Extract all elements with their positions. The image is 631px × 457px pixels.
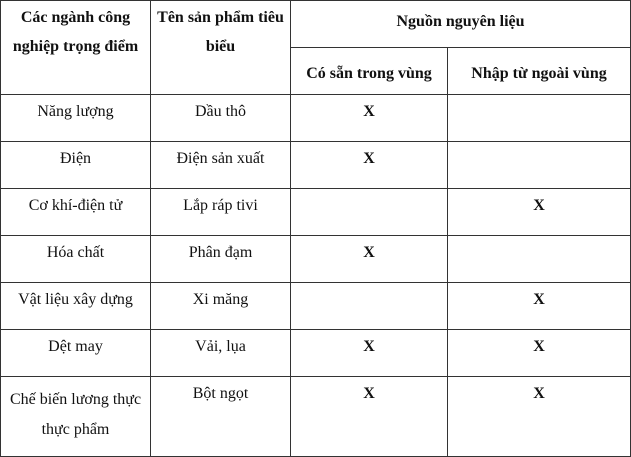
header-source-group: Nguồn nguyên liệu	[291, 1, 631, 48]
product-cell: Vải, lụa	[151, 330, 291, 377]
table-row	[1, 283, 631, 330]
imported-mark: X	[448, 283, 631, 330]
industry-cell: Chế biến lương thực thực phẩm	[1, 377, 151, 457]
local-mark	[291, 189, 448, 236]
table-row	[1, 95, 631, 142]
table-row	[1, 189, 631, 236]
industry-cell: Năng lượng	[1, 95, 151, 142]
industry-cell: Vật liệu xây dựng	[1, 283, 151, 330]
table-row	[1, 236, 631, 283]
imported-mark: X	[448, 377, 631, 457]
product-cell: Phân đạm	[151, 236, 291, 283]
imported-mark	[448, 95, 631, 142]
industry-cell: Hóa chất	[1, 236, 151, 283]
local-mark: X	[291, 142, 448, 189]
industry-cell: Điện	[1, 142, 151, 189]
header-row	[1, 1, 631, 48]
imported-mark: X	[448, 330, 631, 377]
local-mark: X	[291, 236, 448, 283]
header-industry: Các ngành công nghiệp trọng điểm	[1, 1, 151, 95]
imported-mark	[448, 142, 631, 189]
imported-mark: X	[448, 189, 631, 236]
table-row	[1, 377, 631, 457]
imported-mark	[448, 236, 631, 283]
industry-cell: Cơ khí-điện tử	[1, 189, 151, 236]
product-cell: Dầu thô	[151, 95, 291, 142]
local-mark: X	[291, 95, 448, 142]
industry-cell: Dệt may	[1, 330, 151, 377]
local-mark	[291, 283, 448, 330]
header-imported: Nhập từ ngoài vùng	[448, 48, 631, 95]
product-cell: Lắp ráp tivi	[151, 189, 291, 236]
product-cell: Bột ngọt	[151, 377, 291, 457]
table-row	[1, 142, 631, 189]
header-product: Tên sản phẩm tiêu biểu	[151, 1, 291, 95]
product-cell: Điện sản xuất	[151, 142, 291, 189]
header-local: Có sẵn trong vùng	[291, 48, 448, 95]
product-cell: Xi măng	[151, 283, 291, 330]
local-mark: X	[291, 330, 448, 377]
table-row	[1, 330, 631, 377]
local-mark: X	[291, 377, 448, 457]
